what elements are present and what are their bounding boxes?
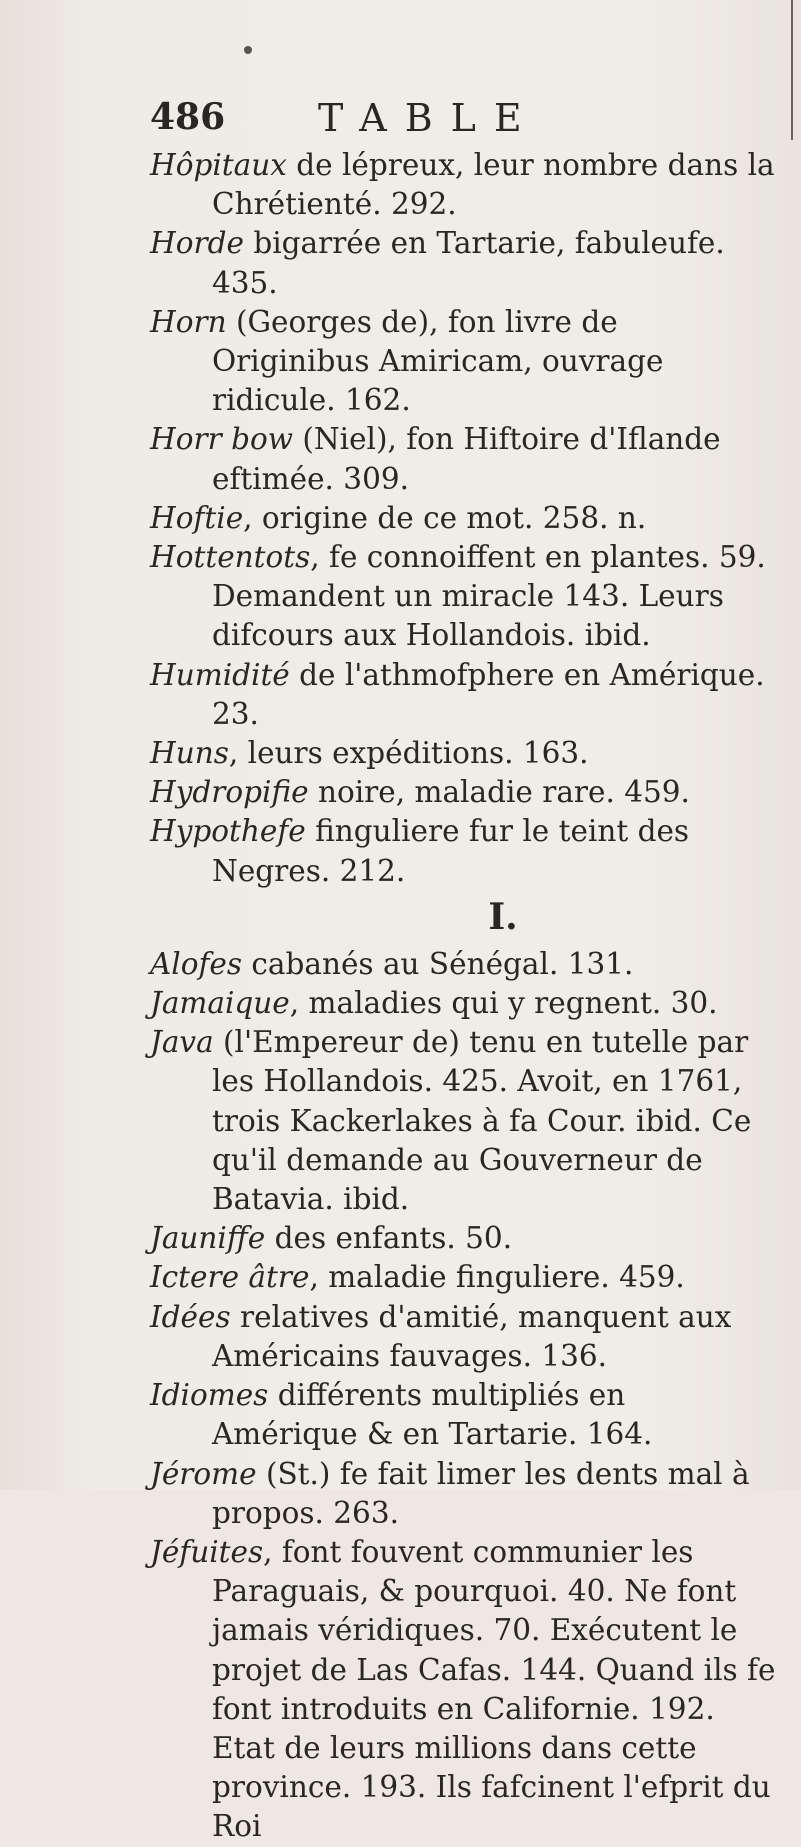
entry-text: (St.) fe fait limer les dents mal à propos. 263. xyxy=(212,1456,750,1530)
entry-keyword: Horn xyxy=(150,304,227,339)
entry-keyword: Horr bow xyxy=(150,422,293,457)
index-entry xyxy=(150,1455,776,1533)
page-number: 486 xyxy=(150,96,226,138)
entry-keyword: Idiomes xyxy=(150,1378,269,1413)
page-header xyxy=(150,96,750,146)
entry-keyword: Jérome xyxy=(150,1456,257,1491)
entry-text: noire, maladie rare. 459. xyxy=(308,775,690,810)
entry-text: (l'Empereur de) tenu en tutelle par les Hollandois. 425. Avoit, en 1761, trois Kackerlakes à fa Cour. ibid. Ce qu'il demande au Gouverneur de Batavia. ibid. xyxy=(212,1025,752,1217)
index-entry xyxy=(150,1219,776,1258)
entry-text: , origine de ce mot. 258. n. xyxy=(243,500,647,535)
entry-keyword: Huns xyxy=(150,736,229,771)
index-entry xyxy=(150,1376,776,1454)
entry-text: , font fouvent communier les Paraguais, & pourquoi. 40. Ne font jamais véridiques. 70. Exécutent le projet de Las Cafas. 144. Quand ils fe font introduits en Californie. 192. Etat de leurs millions dans cette province. 193. Ils fafcinent l'efprit du Roi xyxy=(212,1534,776,1844)
entry-keyword: Hottentots xyxy=(150,540,311,575)
section-letter-heading: I. xyxy=(488,895,518,938)
entry-text: des enfants. 50. xyxy=(265,1221,513,1256)
entry-keyword: Ictere âtre xyxy=(150,1260,310,1295)
entry-text: cabanés au Sénégal. 131. xyxy=(242,946,634,981)
index-entry xyxy=(150,1298,776,1376)
entry-text: , maladies qui y regnent. 30. xyxy=(289,986,718,1021)
entry-text: finguliere fur le teint des Negres. 212. xyxy=(212,814,690,888)
entry-text: (Georges de), fon livre de Originibus Amiricam, ouvrage ridicule. 162. xyxy=(212,304,664,418)
entry-text: , fe connoiffent en plantes. 59. Demandent un miracle 143. Leurs difcours aux Hollandois. ibid. xyxy=(212,540,766,653)
entry-keyword: Hoftie xyxy=(150,500,244,535)
index-entry xyxy=(150,1258,776,1297)
index-entry xyxy=(150,656,776,734)
entry-text: de l'athmofphere en Amérique. 23. xyxy=(212,657,765,731)
entry-keyword: Horde xyxy=(150,226,244,261)
index-entry xyxy=(150,499,776,538)
entry-keyword: Jauniffe xyxy=(150,1221,266,1256)
index-entry xyxy=(150,538,776,656)
entry-keyword: Java xyxy=(150,1025,214,1060)
running-title: TABLE xyxy=(318,96,540,140)
entry-keyword: Hypothefe xyxy=(150,814,306,849)
index-entry xyxy=(150,945,776,984)
entry-keyword: Jamaique xyxy=(150,986,290,1021)
index-entry xyxy=(150,303,776,421)
entry-text: de lépreux, leur nombre dans la Chrétienté. 292. xyxy=(212,148,775,222)
entry-text: (Niel), fon Hiftoire d'Iflande eftimée. 309. xyxy=(212,422,721,496)
entry-keyword: Hôpitaux xyxy=(150,148,287,182)
entry-keyword: Alofes xyxy=(150,946,243,981)
index-entry xyxy=(150,773,776,812)
entry-keyword: Idées xyxy=(150,1299,231,1334)
index-entry xyxy=(150,420,776,498)
index-entry xyxy=(150,812,776,890)
index-entries xyxy=(150,146,776,1847)
ink-speck xyxy=(244,46,252,54)
entry-text: différents multipliés en Amérique & en Tartarie. 164. xyxy=(212,1378,653,1452)
entry-keyword: Jéfuites xyxy=(150,1534,264,1569)
page-edge-shadow xyxy=(791,0,793,140)
entry-text: bigarrée en Tartarie, fabuleufe. 435. xyxy=(212,226,725,300)
entry-text: , maladie finguliere. 459. xyxy=(309,1260,685,1295)
index-entry xyxy=(150,1023,776,1219)
index-entry xyxy=(150,734,776,773)
entry-text: , leurs expéditions. 163. xyxy=(228,736,589,771)
entry-keyword: Humidité xyxy=(150,657,290,692)
index-entry xyxy=(150,224,776,302)
entry-text: relatives d'amitié, manquent aux Américains fauvages. 136. xyxy=(212,1299,732,1373)
index-entry xyxy=(150,1533,776,1847)
index-entry xyxy=(150,984,776,1023)
index-entry xyxy=(150,146,776,224)
entry-keyword: Hydropifie xyxy=(150,775,309,810)
